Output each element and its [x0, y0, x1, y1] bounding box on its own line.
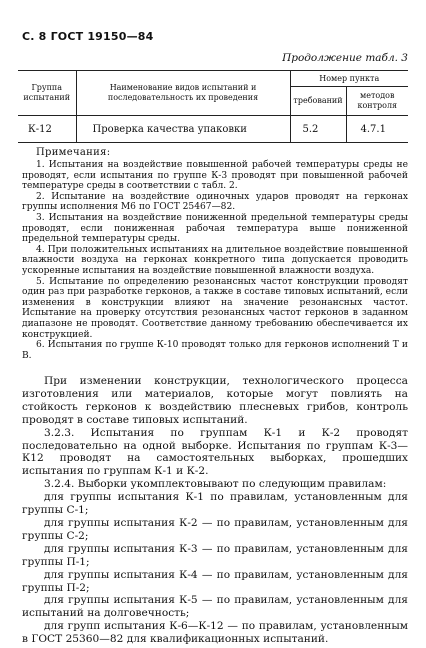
- paragraph: для группы испытания К-4 — по правилам, установленным для группы П-2;: [22, 568, 408, 594]
- page-header: С. 8 ГОСТ 19150—84: [22, 30, 154, 43]
- body-text: [22, 375, 408, 646]
- note-item: 3. Испытания на воздействие пониженной предельной температуры среды проводят, если пониженная рабочая температура выше пониженной предельной температуры среды.: [22, 212, 408, 245]
- header-requirements: требований: [290, 87, 346, 116]
- note-item: 4. При положительных испытаниях на длительное воздействие повышенной влажности воздуха на герконах конкретного типа допускается проводить ускоренные испытания на воздействие повышенной влажности воздуха.: [22, 244, 408, 276]
- paragraph: При изменении конструкции, технологического процесса изготовления или материалов, которые могут повлиять на стойкость герконов к воздействию плесневых грибов, контроль проводят в составе типовых испытаний.: [22, 375, 408, 426]
- table-row: [18, 116, 408, 143]
- paragraph: 3.2.4. Выборки укомплектовывают по следующим правилам:: [44, 478, 387, 491]
- cell-test-name: Проверка качества упаковки: [76, 116, 290, 143]
- note-item: 1. Испытания на воздействие повышенной рабочей температуры среды не проводят, если испытания по группе К-3 проводят при повышенной рабочей температуре среды в соответствии с табл. 2.: [22, 160, 408, 192]
- paragraph: для группы испытания К-1 по правилам, установленным для группы С-1;: [22, 491, 408, 517]
- table-continuation-label: Продолжение табл. 3: [282, 52, 408, 64]
- paragraph: для групп испытания К-6—К-12 — по правилам, установленным в ГОСТ 25360—82 для квалификационных испытаний.: [22, 620, 408, 646]
- header-point-number: Номер пункта: [290, 71, 408, 87]
- notes: [22, 160, 408, 361]
- note-item: 6. Испытания по группе К-10 проводят только для герконов исполнений Т и В.: [22, 340, 408, 361]
- tests-table: [18, 70, 408, 143]
- header-test-name: Наименование видов испытаний и последовательность их проведения: [76, 71, 290, 116]
- note-item: 5. Испытание по определению резонансных частот конструкции проводят один раз при разработке герконов, а также в составе типовых испытаний, если изменения в конструкции влияют на значение резонансных частот. Испытание на проверку отсутствия резонансных частот герконов в заданном диапазоне не проводят. Соответствие данному требованию обеспечивается их конструкцией.: [22, 276, 408, 340]
- note-item: 2. Испытание на воздействие одиночных ударов проводят на герконах группы исполнения М6 по ГОСТ 25467—82.: [22, 191, 408, 213]
- cell-group: К-12: [18, 116, 76, 143]
- cell-method: 4.7.1: [346, 116, 408, 143]
- paragraph: 3.2.3. Испытания по группам К-1 и К-2 проводят последовательно на одной выборке. Испытания по группам К-3—К12 проводят на самостоятельных выборках, прошедших испытания по группам К-1 и К-2.: [22, 426, 408, 478]
- paragraph: для группы испытания К-3 — по правилам, установленным для группы П-1;: [22, 542, 408, 568]
- paragraph: для группы испытания К-5 — по правилам, установленным для испытаний на долговечность;: [22, 594, 408, 620]
- cell-req: 5.2: [290, 116, 346, 143]
- header-group: Группа испытаний: [18, 71, 76, 116]
- paragraph: для группы испытания К-2 — по правилам, установленным для группы С-2;: [22, 516, 408, 542]
- header-methods: методов контроля: [346, 87, 408, 116]
- notes-title: Примечания:: [36, 147, 111, 158]
